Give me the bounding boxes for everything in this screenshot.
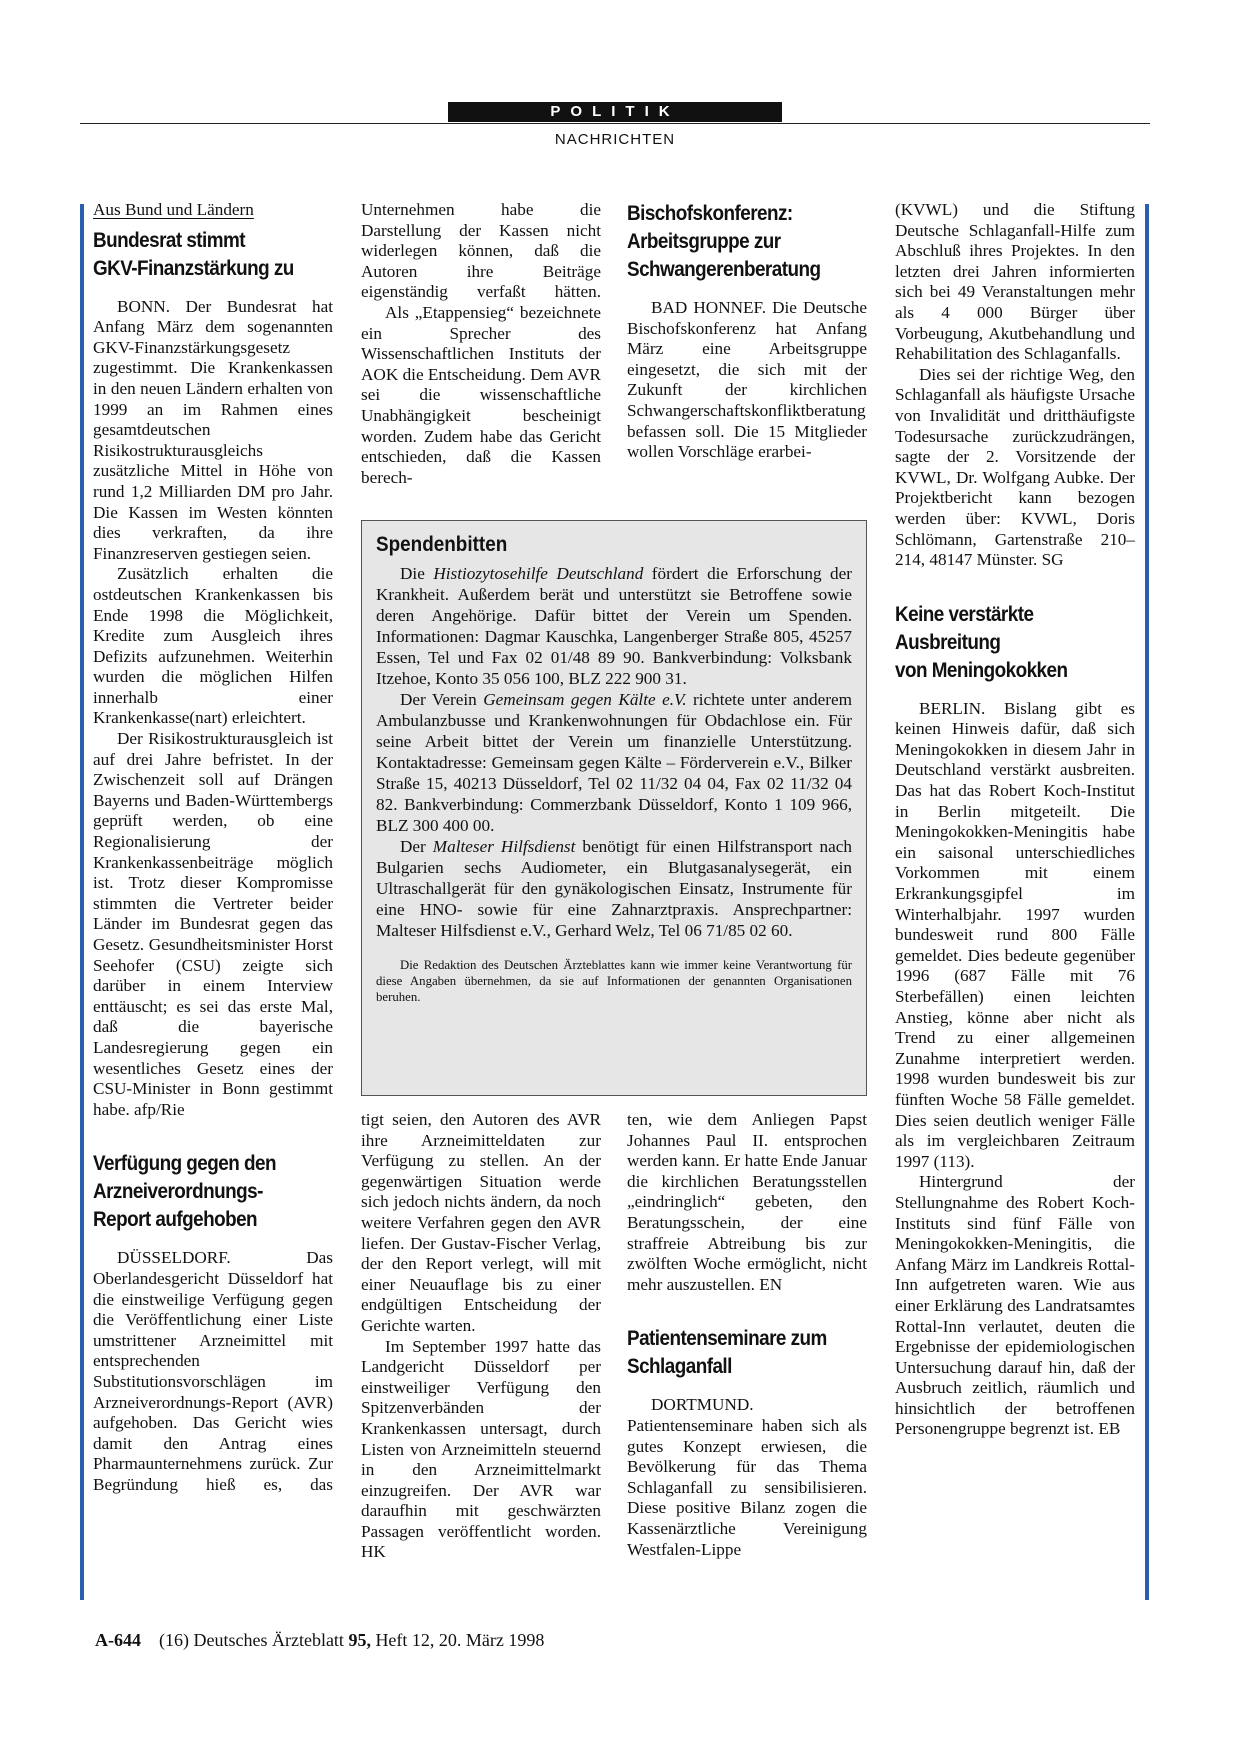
box-disclaimer: Die Redaktion des Deutschen Ärzteblattes kann wie immer keine Verantwortung für diese Angaben übernehmen, da sie auf Informationen der genannten Organisationen beruhen.: [376, 958, 852, 1004]
column-3-bottom: [627, 1110, 867, 1560]
box-title: Spendenbitten: [376, 533, 508, 556]
page-footer: A-644 (16) Deutsches Ärzteblatt 95, Heft 12, 20. März 1998: [95, 1630, 545, 1650]
box-paragraph: Die Histiozytosehilfe Deutschland fördert die Erforschung der Krankheit. Außerdem berät und unterstützt sie Betroffene sowie deren Angehörige. Dafür bittet der Verein um Spenden. Informationen: Dagmar Kauschka, Langenberger Straße 805, 45257 Essen, Tel und Fax 02 01/48 89 90. Bankverbindung: Volksbank Itzehoe, Konto 35 056 100, BLZ 222 900 31.: [376, 564, 852, 688]
paragraph: ten, wie dem Anliegen Papst Johannes Paul II. entsprochen werden kann. Er hatte Ende Januar die kirchlichen Beratungsstellen „eindringlich“ gebeten, den Beratungsschein, der eine straffreie Abtreibung bis zur zwölften Woche ermöglicht, nicht mehr auszustellen. EN: [627, 1110, 867, 1294]
paragraph: DÜSSELDORF. Das Oberlandesgericht Düsseldorf hat die einstweilige Verfügung gegen die Veröffentlichung einer Liste umstrittener Arzneimittel mit entsprechenden Substitutionsvorschlägen im Arzneiverordnungs-Report (AVR) aufgehoben. Das Gericht wies damit den Antrag eines Pharmaunternehmens zurück. Zur Begründung hieß es, das: [93, 1248, 333, 1494]
paragraph: Der Risikostrukturausgleich ist auf drei Jahre befristet. In der Zwischenzeit soll auf Drängen Bayerns und Baden-Württembergs geprüft werden, ob eine Regionalisierung der Krankenkassenbeiträge möglich ist. Trotz dieser Kompromisse stimmten die Vertreter beider Länder im Bundesrat gegen das Gesetz. Gesundheitsminister Horst Seehofer (CSU) zeigte sich darüber in einem Interview enttäuscht; es sei das erste Mal, daß die bayerische Landesregierung gegen ein wesentliches Gesetz eines der CSU-Minister in Bonn gestimmt habe. afp/Rie: [93, 729, 333, 1119]
paragraph: Hintergrund der Stellungnahme des Robert Koch-Instituts sind fünf Fälle von Meningokokken-Meningitis, die Anfang März im Landkreis Rottal-Inn aufgetreten waren. Wie aus einer Erklärung des Landratsamtes Rottal-Inn verlautet, deuten die Ergebnisse der epidemiologischen Untersuchung darauf hin, daß der Ausbruch zeitlich, räumlich und hinsichtlich der betroffenen Personengruppe begrenzt ist. EB: [895, 1172, 1135, 1439]
paragraph: BERLIN. Bislang gibt es keinen Hinweis dafür, daß sich Meningokokken in diesem Jahr in Deutschland verstärkt ausbreiten. Das hat das Robert Koch-Institut in Berlin mitgeteilt. Die Meningokokken-Meningitis habe ein saisonal unterschiedliches Vorkommen mit einem Erkrankungsgipfel im Winterhalbjahr. 1997 wurden bundesweit rund 800 Fälle gemeldet. Dies bedeute gegenüber 1996 (687 Fälle mit 76 Sterbefällen) einen leichten Anstieg, könne aber nicht als Trend zu einer allgemeinen Zunahme interpretiert werden. 1998 wurden bundesweit bis zur fünften Woche 58 Fälle gemeldet. Dies seien deutlich weniger Fälle als im vergleichbaren Zeitraum 1997 (113).: [895, 698, 1135, 1171]
section-label: POLITIK: [448, 102, 782, 122]
column-2-bottom: [361, 1110, 601, 1563]
box-paragraph: Der Malteser Hilfsdienst benötigt für einen Hilfstransport nach Bulgarien sechs Audiometer, ein Blutgasanalysegerät, ein Ultraschallgerät für den gynäkologischen Einsatz, Instrumente für eine HNO- sowie für eine Zahnarztpraxis. Ansprechpartner: Malteser Hilfsdienst e.V., Gerhard Welz, Tel 06 71/85 02 60.: [376, 837, 853, 940]
page-number: A-644: [95, 1630, 141, 1650]
paragraph: Im September 1997 hatte das Landgericht Düsseldorf per einstweiliger Verfügung den Spitzenverbänden der Krankenkassen untersagt, durch Listen von Arzneimitteln steuernd in den Arzneimittelmarkt einzugreifen. Der AVR war daraufhin mit geschwärzten Passagen veröffentlicht worden. HK: [361, 1336, 601, 1562]
paragraph: (KVWL) und die Stiftung Deutsche Schlaganfall-Hilfe zum Abschluß ihres Projektes. In den letzten drei Jahren informierten sich bei 49 Veranstaltungen mehr als 4 000 Bürger über Vorbeugung, Akutbehandlung und Rehabilitation des Schlaganfalls.: [895, 200, 1135, 364]
right-accent-bar: [1145, 204, 1149, 1600]
column-2-top: [361, 200, 601, 488]
paragraph: Als „Etappensieg“ bezeichnete ein Sprecher des Wissenschaftlichen Instituts der AOK die Entscheidung. Dem AVR sei die wissenschaftliche Unabhängigkeit bescheinigt worden. Zudem habe das Gericht entschieden, daß die Kassen berech-: [361, 302, 601, 487]
article-title-avr: Verfügung gegen den Arzneiverordnungs- Report aufgehoben: [93, 1152, 276, 1232]
article-title-bundesrat: Bundesrat stimmt GKV-Finanzstärkung zu: [93, 228, 294, 280]
header-rule: [80, 123, 1150, 124]
paragraph: DORTMUND. Patientenseminare haben sich als gutes Konzept erwiesen, die Bevölkerung für das Thema Schlaganfall zu sensibilisieren. Diese positive Bilanz zogen die Kassenärztliche Vereinigung Westfalen-Lippe: [627, 1395, 867, 1559]
paragraph: BAD HONNEF. Die Deutsche Bischofskonferenz hat Anfang März eine Arbeitsgruppe eingesetzt, die sich mit der Zukunft der kirchlichen Schwangerschaftskonfliktberatung befassen soll. Die 15 Mitglieder wollen Vorschläge erarbei-: [627, 298, 867, 462]
column-4: [895, 200, 1135, 1440]
left-accent-bar: [80, 204, 84, 1600]
column-1: [93, 200, 333, 1495]
paragraph: BONN. Der Bundesrat hat Anfang März dem sogenannten GKV-Finanzstärkungsgesetz zugestimmt. Die Krankenkassen in den neuen Ländern erhalten von 1999 an im Rahmen eines gesamtdeutschen Risikostrukturausgleichs zusätzliche Mittel in Höhe von rund 1,2 Milliarden DM pro Jahr. Die Kassen im Westen könnten dies verkraften, da ihre Finanzreserven gestiegen seien.: [93, 296, 333, 563]
paragraph: Dies sei der richtige Weg, den Schlaganfall als häufigste Ursache von Invalidität und dritthäufigste Todesursache zurückzudrängen, sagte der 2. Vorsitzende der KVWL, Dr. Wolfgang Aubke. Der Projektbericht kann bezogen werden über: KVWL, Doris Schlömann, Gartenstraße 210–214, 48147 Münster. SG: [895, 364, 1135, 570]
subsection-label: NACHRICHTEN: [554, 131, 676, 148]
column-3-top: [627, 200, 867, 463]
donation-box: [361, 520, 867, 1096]
paragraph: Unternehmen habe die Darstellung der Kassen nicht widerlegen können, daß die Autoren ihre Beiträge eigenständig verfaßt hätten.: [361, 200, 601, 302]
paragraph: Zusätzlich erhalten die ostdeutschen Krankenkassen bis Ende 1998 die Möglichkeit, Kredite zum Ausgleich ihres Defizits aufzunehmen. Weiterhin wurden die möglichen Hilfen innerhalb einer Krankenkasse(nart) erleichtert.: [93, 564, 333, 728]
article-title-seminar: Patientenseminare zum Schlaganfall: [627, 1327, 827, 1379]
article-title-meningokokken: Keine verstärkte Ausbreitung von Meningokokken: [895, 602, 1068, 682]
box-paragraph: Der Verein Gemeinsam gegen Kälte e.V. richtete unter anderem Ambulanzbusse und Krankenwohnungen für Obdachlose ein. Für seine Arbeit bittet der Verein um finanzielle Unterstützung. Kontaktadresse: Gemeinsam gegen Kälte – Förderverein e.V., Bilker Straße 15, 40213 Düsseldorf, Tel 02 11/32 04 04, Fax 02 11/32 04 82. Bankverbindung: Commerzbank Düsseldorf, Konto 1 109 966, BLZ 300 400 00.: [376, 690, 852, 835]
kicker: Aus Bund und Ländern: [93, 200, 254, 219]
paragraph: tigt seien, den Autoren des AVR ihre Arzneimitteldaten zur Verfügung zu stellen. An der gegenwärtigen Situation werde sich jedoch nichts ändern, da noch weitere Verfahren gegen den AVR liefen. Der Gustav-Fischer Verlag, der den Report verlegt, will mit einer Neuauflage bis zu einer endgültigen Entscheidung der Gerichte warten.: [361, 1110, 601, 1335]
article-title-bischof: Bischofskonferenz: Arbeitsgruppe zur Schwangerenberatung: [627, 202, 821, 281]
